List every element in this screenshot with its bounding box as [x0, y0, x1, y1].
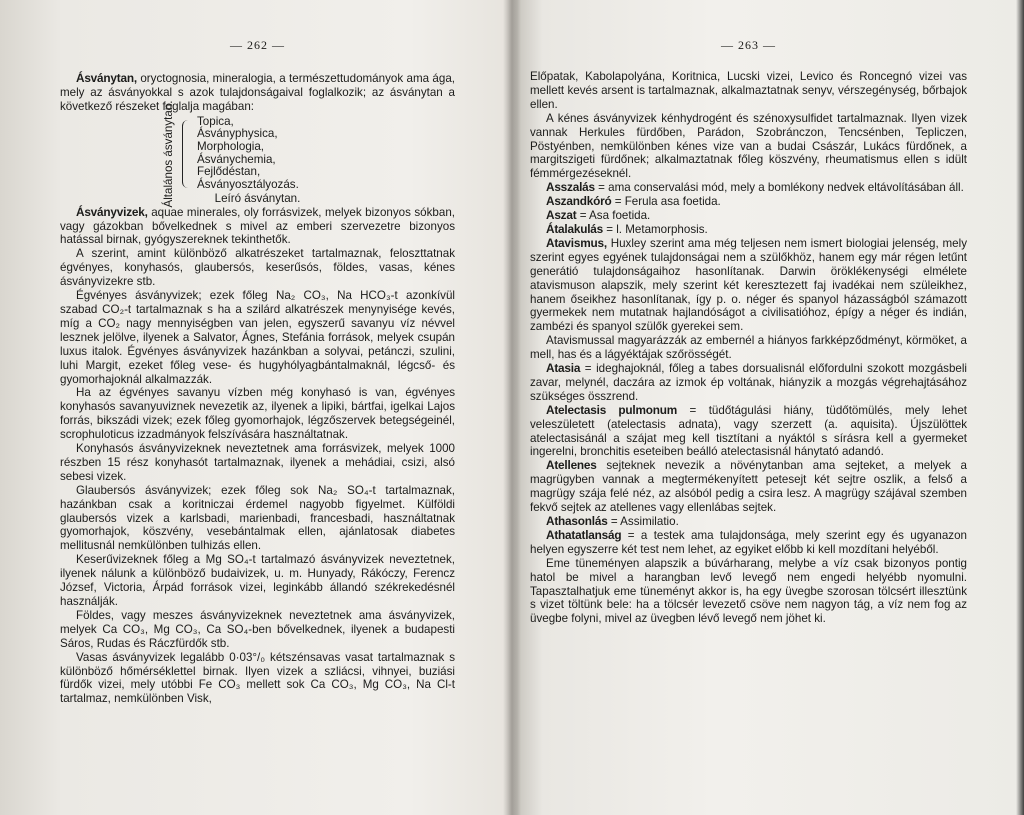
entry-headword: Aszandkóró	[546, 194, 612, 209]
dictionary-entry	[530, 362, 967, 404]
entry-headword: Atelectasis pulmonum	[546, 402, 678, 417]
dictionary-entry	[530, 181, 967, 195]
dictionary-entry	[530, 237, 967, 334]
entry-headword: Asszalás	[546, 180, 595, 195]
text-column	[60, 72, 455, 706]
entry-definition: = Assimilatio.	[607, 515, 679, 528]
entry-headword: Athatatlanság	[546, 527, 622, 542]
entry-headword: Athasonlás	[546, 514, 608, 528]
paragraph: Ha az égvényes savanyu vízben még konyhasó is van, égvényes konyhasós savanyuviznek nevezetik az, ilyenek a lipiki, bártfai, igelkai Lajos forrás, bikszádi vizek; ezek főleg gyomorhajok, légzőszervek betegségeinél, scrophuloticus izzadmányok felszívására használtatnak.	[60, 386, 455, 442]
page-number: — 262 —	[230, 38, 285, 52]
paragraph: Vasas ásványvizek legalább 0·03°/₀ kétszénsavas vasat tartalmaznak s különböző hőmérséklettel birnak. Ilyen vizek a szliácsi, vihnyei, buziási fürdők vizei, mely utóbbi Fe CO₃ mellett sok Ca CO₃, Mg CO₃, Na Cl-t tartalmaz, nemkülönben Visk,	[60, 650, 455, 706]
left-page	[60, 0, 455, 815]
list-item: Ásványosztályozás.	[197, 177, 299, 191]
entry-headword: Atavismus,	[546, 235, 607, 250]
paragraph: Eme tüneményen alapszik a búvárharang, melybe a víz csak bizonyos pontig hatol be mivel a harangban levő levegő nem engedi helyébb nyomulni. Tapasztalhatjuk eme tüneményt akkor is, ha egy üvegbe szorosan tölcsért illesztünk s vizet töltünk bele: ha a tölcsér levezető csöve nem nagyon tág, a víz nem fog az üvegbe folyni, mivel az üvegben lévő levegő nem jöhet ki.	[530, 556, 967, 626]
right-page	[530, 0, 967, 815]
brace-mark	[182, 120, 193, 188]
dictionary-entry	[530, 209, 967, 223]
paragraph: Földes, vagy meszes ásványvizeknek neveztetnek ama ásványvizek, melyek Ca CO₃, Mg CO₃, Ca SO₄-ben bővelkednek, ilyenek a budapesti Sáros, Rudas és Ráczfürdők stb.	[60, 608, 455, 650]
list-item: Ásványphysica,	[197, 127, 278, 141]
entry-definition: sejteknek nevezik a növénytanban ama sejteket, a melyek a magrügyben vannak a megtermékenyített petesejt két sejtre oszlik, a felső a magrügy szája felé néz, az alsóból pedig a csira lesz. A magrügy szájával szemben fekvő sejtek az atellenes vagy ellenlábas sejtek.	[530, 459, 967, 515]
entry-definition: = a testek ama tulajdonsága, mely szerint egy és ugyanazon helyen egyszerre két test nem lehet, az egyiket előbb ki kell mozdítani helyéből.	[530, 528, 967, 556]
page-edge-shadow	[1016, 0, 1024, 815]
paragraph: Glaubersós ásványvizek; ezek főleg sok Na₂ SO₄-t tartalmaznak, hazánkban csak a koritniczai érdemel nagyobb figyelmet. Külföldi glaubersós vizek a karlsbadi, marienbadi, francesbadi, használtatnak gyomorhajok, köszvény, vesebántalmak ellen, ajánlatosak diabetes mellitusnál nemkülönben tulhizás ellen.	[60, 483, 455, 553]
section-line: Leíró ásványtan.	[214, 191, 301, 205]
paragraph: Konyhasós ásványvizeknek neveztetnek ama forrásvizek, melyek 1000 részben 15 rész konyhasót tartalmaznak, ilyenek a mehádiai, csizi, alsó sebesi vizek.	[60, 442, 455, 483]
entry-definition: Huxley szerint ama még teljesen nem ismert biologiai jelenség, mely szerint egyes egyének tulajdonságai nem a szülőkhöz, hanem egy már régen letűnt generátió tulajdonságaihoz hasonlítanak. Darwin öröklékenységi elmélete atavismuson alapszik, mely szerint két keresztezett faj ivadékai nem szüleikhez, hanem őseikhez hasonlítanak, így p. o. néger és spanyol házasságból számazott gyermekek nem mutatnak hajlandóságot a civilisatióhoz, épígy a néger és indián, zambézi és spanyol szülők gyerekei sem.	[530, 236, 967, 334]
list-item: Fejlődéstan,	[197, 165, 261, 179]
dictionary-entry	[530, 404, 967, 460]
dictionary-entry	[530, 195, 967, 209]
entry-headword: Átalakulás	[546, 221, 604, 236]
entry-headword: Ásványvizek,	[76, 204, 148, 219]
list-item: Topica,	[197, 114, 234, 128]
paragraph: Keserűvizeknek főleg a Mg SO₄-t tartalmazó ásványvizek neveztetnek, ilyenek nálunk a különböző budaivizek, u. m. Hunyady, Rákóczy, Ferencz József, Victoria, Árpád források vizei, leginkább állandó székrekedésnél használják.	[60, 553, 455, 608]
paragraph: A szerint, amint különböző alkatrészeket tartalmaznak, feloszttatnak égvényes, konyhasós, glaubersós, keserűsós, földes, vasas, kénes ásványvizekre stb.	[60, 247, 455, 289]
dictionary-entry	[60, 206, 455, 248]
list-item: Morphologia,	[197, 139, 265, 153]
table-side-label-text: Általános ásványtan.	[162, 100, 175, 208]
table-side-label	[156, 100, 182, 208]
entry-definition: = Asa foetida.	[576, 209, 651, 223]
paragraph: Égvényes ásványvizek; ezek főleg Na₂ CO₃, Na HCO₃-t azonkívül szabad CO₂-t tartalmaznak s ha a szilárd alkatrészek menynyisége kevés, míg a CO₂ nagy mennyiségben van jelen, egyszerű savanyu víz névvel lesznek jelölve, ilyenek a Salvator, Ágnes, Stefánia források, melyek csupán luxus italok. Égvényes ásványvizek hazánkban a solyvai, petánczi, szulini, luhi Margit, ezeket főleg vese- és hugyhólyagbántalmaknál, légcső- és gyomorhajoknál alkalmazzák.	[60, 289, 455, 386]
dictionary-entry	[60, 72, 455, 114]
entry-headword: Aszat	[546, 208, 577, 223]
dictionary-entry	[530, 459, 967, 515]
dictionary-entry	[530, 529, 967, 557]
book-gutter	[503, 0, 521, 815]
page-number: — 263 —	[721, 38, 776, 52]
entry-definition: = l. Metamorphosis.	[603, 222, 708, 236]
entry-headword: Atellenes	[546, 458, 597, 473]
table-list	[197, 116, 299, 192]
entry-definition: = ideghajoknál, főleg a tabes dorsualisnál előfordulni szokott mozgásbeli zavar, melynél, daczára az izmok ép voltának, hiányzik a mozgás végrehajtásához szükséges összrend.	[530, 362, 967, 403]
paragraph-continued: Előpatak, Kabolapolyána, Koritnica, Lucski vizei, Levico és Roncegnó vizei vas mellett kevés arsent is tartalmaznak, alkalmaztatnak senyv, vérszegénység, bőrbajok ellen.	[530, 70, 967, 111]
entry-definition: = ama conservalási mód, mely a bomlékony nedvek eltávolításában áll.	[594, 181, 964, 195]
entry-definition: = tüdőtágulási hiány, tüdőtömülés, mely lehet veleszületett (atelectasis adnata), vagy szerzett (a. aquisita). Újszülöttek atelectasisánál a szájat meg kell tisztítani a nyáktól s sírásra kell a gyermeket ingerelni, bronchitis eseteiben beálló atelectasisnál hánytató adandó.	[530, 403, 967, 459]
entry-headword: Atasia	[546, 361, 581, 376]
paragraph: Atavismussal magyarázzák az embernél a hiányos farkképződményt, körmöket, a mell, has és a lágyéktájak szőrösségét.	[530, 334, 967, 362]
entry-headword: Ásványtan,	[76, 71, 137, 85]
dictionary-entry	[530, 515, 967, 529]
list-item: Ásványchemia,	[197, 152, 276, 166]
paragraph: A kénes ásványvizek kénhydrogént és szénoxysulfidet tartalmaznak. Ilyen vizek vannak Herkules fürdőben, Parádon, Szobránczon, Tencsénben, Tepliczen, Pöstyénben, nemkülönben kénes vize van a budai Császár, Lukács fürdőnek, a margitszigeti fürdőnek; alkalmaztatnak főleg köszvény, rheumatismus ellen s idült fémmérgezéseknél.	[530, 111, 967, 181]
entry-definition: aquae minerales, oly forrásvizek, melyek bizonyos sókban, vagy gázokban bővelkednek s mivel az emberi szervezetre bizonyos hatással birnak, gyógyszereknek tekinthetők.	[60, 205, 455, 247]
entry-definition: = Ferula asa foetida.	[611, 195, 721, 209]
text-column	[530, 70, 967, 626]
entry-definition: oryctognosia, mineralogia, a természettudományok ama ága, mely az ásványokkal s azok tulajdonságaival foglalkozik; az ásványtan a következő részeket foglalja magában:	[60, 72, 455, 113]
dictionary-entry	[530, 223, 967, 237]
